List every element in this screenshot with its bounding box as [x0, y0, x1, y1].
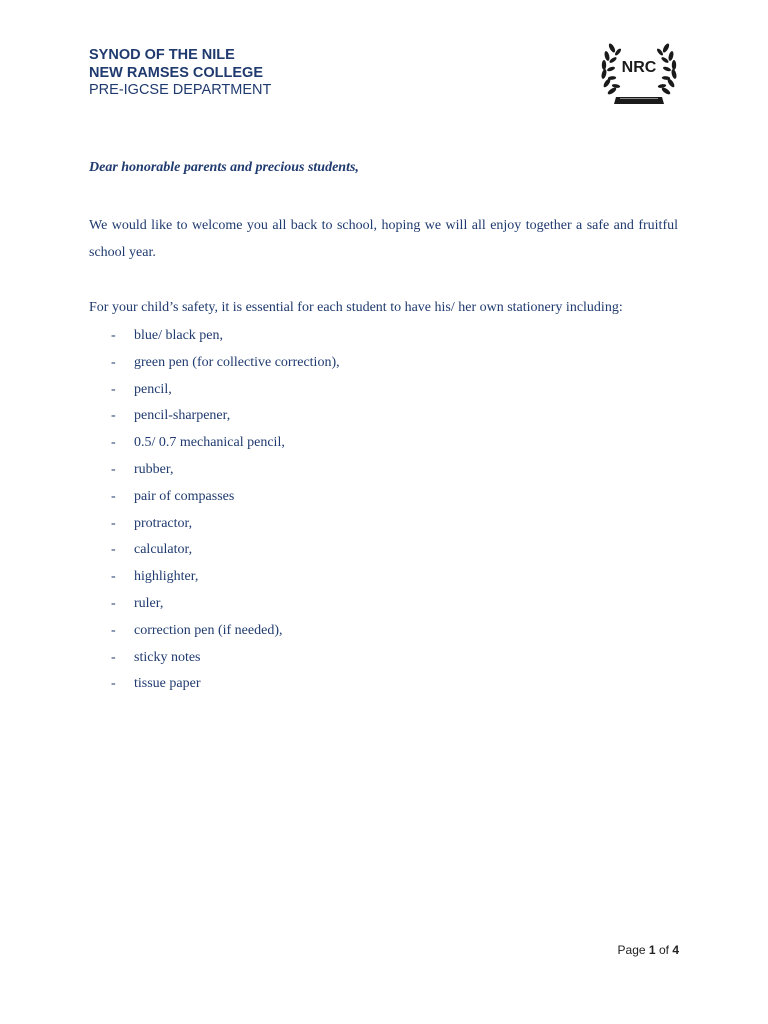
list-dash: -	[111, 595, 116, 611]
list-item-text: pencil-sharpener,	[134, 408, 231, 424]
list-item-text: blue/ black pen,	[134, 328, 224, 343]
page-number	[618, 943, 679, 957]
page-total: 4	[672, 943, 679, 957]
list-dash: -	[111, 676, 116, 692]
list-dash: -	[111, 461, 116, 477]
list-item-text: pencil,	[134, 381, 172, 397]
list-item-text: calculator,	[134, 542, 193, 558]
list-dash: -	[111, 435, 116, 451]
list-dash: -	[111, 649, 116, 665]
page-label: Page	[617, 943, 646, 957]
header-department: PRE-IGCSE DEPARTMENT	[89, 82, 272, 98]
list-item-text: ruler,	[134, 595, 164, 611]
school-header	[89, 47, 271, 100]
letter-salutation: Dear honorable parents and precious students,	[89, 160, 359, 175]
welcome-paragraph: We would like to welcome you all back to school, hoping we will all enjoy together a safe and fruitful school year.	[89, 218, 678, 260]
list-dash: -	[111, 515, 116, 531]
page-current: 1	[648, 943, 656, 957]
list-item-text: correction pen (if needed),	[134, 622, 283, 638]
header-synod: SYNOD OF THE NILE	[89, 47, 235, 63]
list-dash: -	[111, 542, 116, 558]
list-dash: -	[111, 354, 116, 370]
list-dash: -	[111, 569, 116, 585]
list-item-text: green pen (for collective correction),	[134, 354, 340, 370]
list-item-text: highlighter,	[134, 569, 199, 585]
list-dash: -	[111, 381, 116, 397]
header-college: NEW RAMSES COLLEGE	[89, 64, 264, 81]
list-dash: -	[111, 328, 116, 343]
list-item-text: sticky notes	[134, 649, 201, 665]
logo-text: NRC	[621, 59, 657, 76]
list-item-text: protractor,	[134, 515, 193, 531]
stationery-intro: For your child’s safety, it is essential for each student to have his/ her own stationery including:	[89, 300, 623, 315]
list-dash: -	[111, 408, 116, 424]
list-dash: -	[111, 622, 116, 638]
page-of-label: of	[658, 943, 669, 957]
list-item-text: pair of compasses	[134, 488, 235, 504]
list-item-text: 0.5/ 0.7 mechanical pencil,	[134, 435, 285, 451]
list-item-text: tissue paper	[134, 676, 201, 692]
laurel-wreath-icon	[598, 34, 680, 110]
list-dash: -	[111, 488, 116, 504]
list-item-text: rubber,	[134, 461, 174, 477]
